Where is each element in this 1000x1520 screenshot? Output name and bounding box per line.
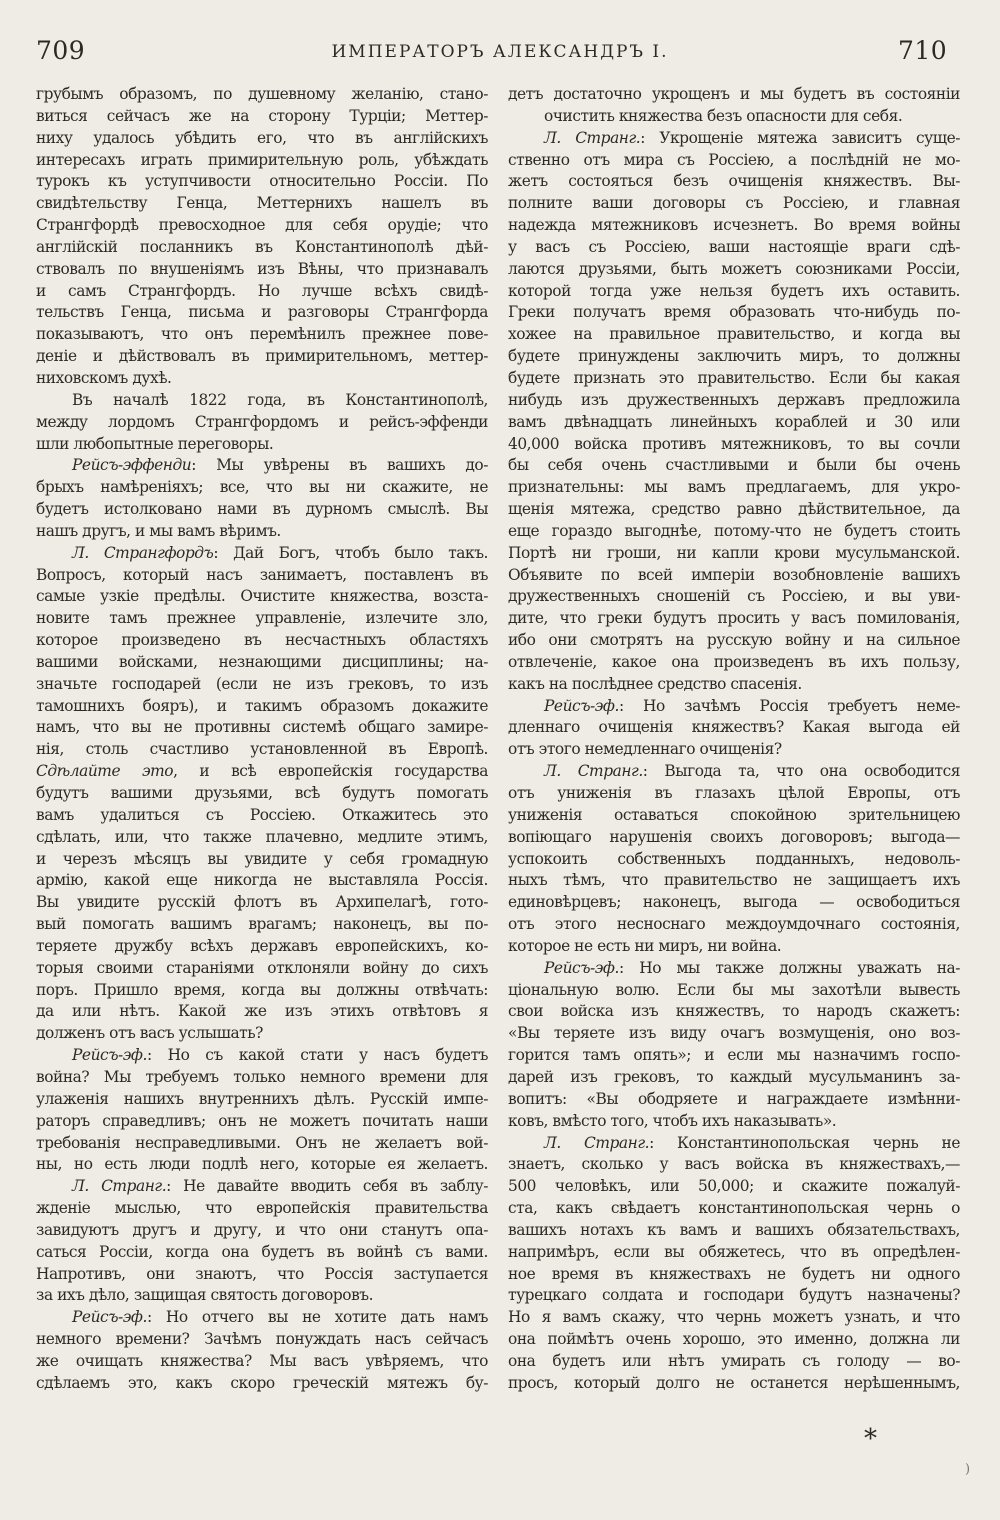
line-text: которое произведено въ несчастныхъ областяхъ [36, 631, 488, 650]
line-text: Вы увидите русскій флотъ въ Архипелагѣ, гото- [36, 893, 488, 912]
text-line [36, 1264, 488, 1286]
line-text: полните ваши договоры съ Россіею, и главная [508, 194, 960, 213]
text-line [508, 1001, 960, 1023]
text-line [508, 892, 960, 914]
line-text: турокъ къ уступчивости относительно Россіи. По [36, 172, 488, 191]
text-line [36, 805, 488, 827]
text-line [508, 980, 960, 1002]
text-line [508, 215, 960, 237]
text-line [36, 958, 488, 980]
speaker-name: Рейсъ-эф. [72, 1046, 147, 1065]
line-text: бы себя очень счастливыми и были бы очень [508, 456, 960, 475]
line-text: она будетъ или нѣтъ умирать съ голоду — во- [508, 1351, 960, 1370]
text-line [508, 259, 960, 281]
line-text: знаетъ, сколько у васъ войска въ княжествахъ,— [508, 1155, 960, 1174]
line-text: ственно отъ мира съ Россіею, а послѣдній не мо- [508, 150, 960, 169]
line-text: : Но мы также должны уважать на- [618, 958, 960, 977]
text-line [36, 368, 488, 390]
line-text: Въ началѣ 1822 года, въ Константинополѣ, [72, 390, 488, 409]
line-text: Напротивъ, они знаютъ, что Россія заступается [36, 1264, 488, 1283]
text-line [36, 150, 488, 172]
line-text: за ихъ дѣло, защищая святость договоровъ. [36, 1286, 374, 1305]
line-text: тельствъ Генца, письма и разговоры Странгфорда [36, 303, 488, 322]
line-text: шли любопытные переговоры. [36, 434, 274, 453]
text-line [36, 1111, 488, 1133]
line-text: саться Россіи, когда она будетъ въ войнѣ съ вами. [36, 1242, 488, 1261]
text-line [36, 674, 488, 696]
text-line [36, 565, 488, 587]
text-column-left [36, 84, 488, 1395]
line-text: Странгфордѣ превосходное для себя орудіе; что [36, 216, 488, 235]
text-line [36, 1154, 488, 1176]
text-line [508, 368, 960, 390]
text-line [508, 696, 960, 718]
text-line [508, 324, 960, 346]
text-line [508, 1220, 960, 1242]
line-text: напримѣръ, если вы обяжетесь, что въ опредѣлен- [508, 1242, 960, 1261]
text-line [36, 171, 488, 193]
text-line [508, 281, 960, 303]
text-line [36, 1373, 488, 1395]
line-text: завидуютъ другъ и другу, и что они станутъ опа- [36, 1220, 488, 1239]
text-line [36, 477, 488, 499]
line-text: улаженія нашихъ внутреннихъ дѣлъ. Русскій импе- [36, 1089, 488, 1108]
text-line [508, 1198, 960, 1220]
text-line [36, 84, 488, 106]
text-line [36, 1329, 488, 1351]
line-text: ковъ, вмѣсто того, чтобъ ихъ наказывать». [508, 1111, 837, 1130]
text-line [508, 1089, 960, 1111]
line-text: немного времени? Зачѣмъ понуждать насъ сейчасъ [36, 1330, 488, 1349]
text-line [508, 434, 960, 456]
text-line [36, 412, 488, 434]
line-text: поръ. Пришло время, когда вы должны отвѣчать: [36, 980, 488, 999]
text-line [508, 1307, 960, 1329]
line-text: свидѣтельству Генца, Меттернихъ нашелъ въ [36, 194, 488, 213]
speaker-name: Рейсъ-эф. [72, 1308, 147, 1327]
line-text: какъ на послѣднее средство спасенія. [508, 674, 802, 693]
line-text: тамошнихъ бояръ), и такимъ образомъ докажите [36, 696, 488, 715]
line-text: единовѣрцевъ; наконецъ, выгода — освободиться [508, 893, 960, 912]
line-text: Объявите по всей имперіи возобновленіе вашихъ [508, 565, 960, 584]
line-text: новите тамъ прежнее управленіе, излечите зло, [36, 609, 488, 628]
text-line [508, 346, 960, 368]
text-line [36, 717, 488, 739]
line-text: деніе и дѣйствовалъ въ примирительномъ, меттер- [36, 347, 488, 366]
line-text: брыхъ намѣреніяхъ; все, что вы ни скажите, не [36, 478, 488, 497]
text-line [508, 586, 960, 608]
line-text: значьте господарей (если не изъ грековъ, то изъ [36, 674, 488, 693]
line-text: вопіющаго нарушенія своихъ договоровъ; выгода— [508, 827, 960, 846]
text-line [36, 499, 488, 521]
line-text: жетъ состояться безъ очищенія княжествъ. Вы- [508, 172, 960, 191]
text-line [508, 1133, 960, 1155]
line-text: свои войска изъ княжествъ, то народъ скажетъ: [508, 1002, 960, 1021]
text-line [508, 499, 960, 521]
text-line [36, 761, 488, 783]
text-line [508, 674, 960, 696]
text-line [508, 608, 960, 630]
speaker-name: Рейсъ-эф. [544, 696, 619, 715]
text-line [36, 870, 488, 892]
text-line [36, 586, 488, 608]
line-text: еще гораздо выгоднѣе, потому-что не будетъ стоить [508, 521, 960, 540]
text-line [36, 128, 488, 150]
text-line [508, 455, 960, 477]
text-line [508, 1023, 960, 1045]
text-line [36, 1023, 488, 1045]
text-line [508, 1067, 960, 1089]
speaker-name: Л. Странг. [544, 128, 641, 147]
line-text: : Но отчего вы не хотите дать намъ [146, 1308, 488, 1327]
line-text: горится тамъ опять»; и если мы назначимъ госпо- [508, 1046, 960, 1065]
text-line [36, 1220, 488, 1242]
line-text: Но я вамъ скажу, что чернь можетъ узнать, и что [508, 1308, 960, 1327]
speaker-name: Рейсъ-эф. [544, 958, 619, 977]
text-line [508, 237, 960, 259]
line-text: показываютъ, что онъ перемѣнилъ прежнее пове- [36, 325, 488, 344]
line-text: дленнаго очищенія княжествъ? Какая выгода ей [508, 718, 960, 737]
text-line [508, 936, 960, 958]
line-text: вопитъ: «Вы ободряете и награждаете измѣнни- [508, 1089, 960, 1108]
line-text: отъ этого немедленнаго очищенія? [508, 740, 782, 759]
text-line [508, 739, 960, 761]
line-text: отъ униженія въ глазахъ цѣлой Европы, отъ [508, 784, 960, 802]
text-line [508, 477, 960, 499]
text-line [36, 1089, 488, 1111]
line-text: у васъ съ Россіею, ваши настоящіе враги сдѣ- [508, 237, 960, 256]
text-line [508, 805, 960, 827]
line-text: признательны: мы вамъ предлагаемъ, для укро- [508, 478, 960, 497]
line-text: нія, столь счастливо установленной въ Европѣ. [36, 740, 488, 759]
line-text: Вопросъ, который насъ занимаетъ, поставленъ въ [36, 565, 488, 584]
line-text: сдѣлать, или, что также плачевно, медлите этимъ, [36, 827, 488, 846]
text-line [36, 936, 488, 958]
line-text: успокоить собственныхъ подданныхъ, недоволь- [508, 849, 960, 868]
text-line [36, 1067, 488, 1089]
line-text: ное время въ княжествахъ не будетъ ни одного [508, 1264, 960, 1283]
line-text: 40,000 войска противъ мятежниковъ, то вы сочли [508, 434, 960, 453]
line-text: : Дай Богъ, чтобъ было такъ. [213, 543, 488, 562]
line-text: жденіе мыслью, что европейскія правительства [36, 1199, 488, 1218]
text-line [36, 696, 488, 718]
line-text: будете признать это правительство. Если бы какая [508, 368, 960, 387]
text-line [508, 870, 960, 892]
line-text: вый помогать вашимъ врагамъ; наконецъ, вы по- [36, 915, 488, 934]
line-text: ныхъ тѣмъ, что правительство не защищаетъ ихъ [508, 871, 960, 890]
footnote-asterisk: * [864, 1424, 877, 1454]
text-line [36, 1198, 488, 1220]
text-line [508, 1154, 960, 1176]
text-line [508, 827, 960, 849]
line-text: Портѣ ни гроши, ни капли крови мусульманской. [508, 543, 960, 562]
line-text: ствовалъ по внушеніямъ изъ Вѣны, что признавалъ [36, 259, 488, 278]
line-text: намъ, что вы не противны системѣ общаго замире- [36, 718, 488, 737]
line-text: сдѣлаемъ это, какъ скоро греческій мятежъ бу- [36, 1373, 488, 1392]
text-line [36, 914, 488, 936]
line-text: грубымъ образомъ, по душевному желанію, стано- [36, 85, 488, 103]
text-line [508, 914, 960, 936]
line-text: щенія мятежа, средство равно дѣйствительное, да [508, 500, 960, 519]
line-text: : Выгода та, что она освободится [642, 762, 960, 781]
text-line [508, 412, 960, 434]
speaker-name: Л. Странг. [544, 762, 643, 781]
line-text: лаются друзьями, быть можетъ союзниками Россіи, [508, 259, 960, 278]
line-text: хожее на правильное правительство, и когда вы [508, 325, 960, 344]
line-text: ціональную волю. Если бы мы захотѣли вывесть [508, 980, 960, 999]
text-line [508, 849, 960, 871]
line-text: просъ, который долго не останется нерѣшеннымъ, [508, 1373, 960, 1392]
text-line [36, 1285, 488, 1307]
text-line [36, 630, 488, 652]
text-line [36, 346, 488, 368]
line-text: детъ достаточно укрощенъ и мы будетъ въ состояніи [508, 85, 960, 103]
line-text: дите, что греки будутъ просить у васъ помилованія, [508, 609, 960, 628]
line-text: самые узкіе предѣлы. Очистите княжества, возста- [36, 587, 488, 606]
line-text: война? Мы требуемъ только немного времени для [36, 1067, 488, 1086]
text-line [508, 1111, 960, 1133]
line-text: долженъ отъ васъ услышать? [36, 1024, 263, 1043]
line-text: : Но зачѣмъ Россія требуетъ неме- [618, 696, 960, 715]
line-text: вамъ двѣнадцать линейныхъ кораблей и 30 или [508, 412, 960, 431]
text-line [36, 302, 488, 324]
line-text: и самъ Странгфордъ. Но лучше всѣхъ свидѣ- [36, 281, 488, 300]
text-line [508, 302, 960, 324]
line-text: которое не есть ни миръ, ни война. [508, 936, 782, 955]
line-text: отвлеченіе, какое она произведенъ въ ихъ пользу, [508, 652, 960, 671]
text-line [508, 1264, 960, 1286]
text-line [36, 608, 488, 630]
text-line [36, 1307, 488, 1329]
text-line [508, 150, 960, 172]
text-line [36, 827, 488, 849]
text-line [36, 1045, 488, 1067]
line-text: интересахъ играть примирительную роль, убѣждать [36, 150, 488, 169]
text-line [508, 1045, 960, 1067]
line-text: она поймѣтъ очень хорошо, это именно, должна ли [508, 1330, 960, 1349]
text-line [508, 1373, 960, 1395]
text-line [508, 761, 960, 783]
line-text: теряете дружбу всѣхъ державъ европейскихъ, ко- [36, 936, 488, 955]
text-line [508, 390, 960, 412]
line-text: , и всѣ европейскія государства [173, 762, 488, 781]
line-text: ниху удалось убѣдить его, что въ англійскихъ [36, 128, 488, 147]
text-line [508, 106, 960, 128]
text-line [508, 783, 960, 805]
line-text: нибудь изъ дружественныхъ державъ предложила [508, 390, 960, 409]
text-line [36, 106, 488, 128]
text-line [508, 565, 960, 587]
line-text: турецкаго солдата и господари будутъ назначены? [508, 1286, 960, 1305]
line-text: : Не давайте вводить себя въ заблу- [166, 1177, 488, 1196]
line-text: униженія оставаться спокойною зрительницею [508, 805, 960, 824]
text-line [36, 390, 488, 412]
line-text: нашъ другъ, и мы вамъ вѣримъ. [36, 521, 281, 540]
text-line [508, 543, 960, 565]
scan-edge-mark: ) [965, 1462, 971, 1477]
line-text: между лордомъ Странгфордомъ и рейсъ-эффенди [36, 412, 488, 431]
text-line [36, 1242, 488, 1264]
text-line [36, 281, 488, 303]
line-text: раторъ справедливъ; онъ не можетъ почитать наши [36, 1111, 488, 1130]
text-line [36, 455, 488, 477]
text-line [36, 739, 488, 761]
text-line [36, 1001, 488, 1023]
line-text: будете принуждены заключить миръ, то должны [508, 347, 960, 366]
text-line [508, 521, 960, 543]
line-text: вамъ удалиться съ Россіею. Откажитесь это [36, 805, 488, 824]
line-text: англійскій посланникъ въ Константинополѣ дѣй- [36, 237, 488, 256]
line-text: дружественныхъ сношеній съ Россіею, и вы уви- [508, 587, 960, 606]
line-text: : Но съ какой стати у насъ будетъ [146, 1046, 488, 1065]
text-line [36, 543, 488, 565]
line-text: 500 человѣкъ, или 50,000; и скажите пожалуй- [508, 1177, 960, 1196]
text-line [508, 1329, 960, 1351]
line-text: : Константинопольская чернь не [649, 1133, 960, 1152]
line-text: вашихъ нотахъ къ вамъ и вашихъ обязательствахъ, [508, 1220, 960, 1239]
line-text: будетъ истолковано нами въ дурномъ смыслѣ. Вы [36, 500, 488, 519]
line-text: : Укрощеніе мятежа зависитъ суще- [640, 128, 960, 147]
speaker-name: Сдѣлайте это [36, 762, 174, 781]
line-text: будутъ вашими друзьями, всѣ будутъ помогать [36, 784, 488, 802]
page-number-right: 710 [898, 36, 948, 65]
text-line [36, 237, 488, 259]
text-line [36, 324, 488, 346]
line-text: очистить княжества безъ опасности для себя. [544, 106, 903, 125]
text-line [36, 783, 488, 805]
line-text: надежда мятежниковъ исчезнетъ. Во время войны [508, 216, 960, 235]
text-column-right [508, 84, 960, 1395]
line-text: ста, какъ свѣдаетъ константинопольская чернь о [508, 1199, 960, 1218]
line-text: «Вы теряете изъ виду очагъ возмущенія, оно воз- [508, 1024, 960, 1043]
text-line [36, 521, 488, 543]
speaker-name: Л. Странг. [72, 1177, 167, 1196]
line-text: Греки получатъ время образовать что-нибудь по- [508, 303, 960, 322]
speaker-name: Рейсъ-эффенди [72, 456, 192, 475]
text-line [508, 958, 960, 980]
line-text: ны, но есть люди подлѣ него, которые ея желаетъ. [36, 1155, 488, 1174]
page-number-left: 709 [36, 36, 86, 65]
text-line [36, 1351, 488, 1373]
text-line [36, 193, 488, 215]
line-text: которой тогда уже нельзя будетъ ихъ оставить. [508, 281, 960, 300]
line-text: нихoвскомъ духѣ. [36, 368, 172, 387]
line-text: и черезъ мѣсяцъ вы увидите у себя громадную [36, 849, 488, 868]
line-text: виться сейчасъ же на сторону Турціи; Меттер- [36, 106, 488, 125]
text-line [508, 128, 960, 150]
text-line [36, 652, 488, 674]
text-line [36, 434, 488, 456]
text-line [36, 892, 488, 914]
line-text: ибо они смотрятъ на русскую войну и на сильное [508, 631, 960, 650]
text-line [508, 1176, 960, 1198]
text-line [508, 171, 960, 193]
line-text: требованія несправедливыми. Онъ не желаетъ вой- [36, 1133, 488, 1152]
line-text: дарей изъ грековъ, то каждый мусульманинъ за- [508, 1067, 960, 1086]
line-text: торыя своими стараніями отклоняли войну до сихъ [36, 958, 488, 977]
text-line [508, 652, 960, 674]
running-title: ИМПЕРАТОРЪ АЛЕКСАНДРЪ I. [331, 42, 669, 62]
text-line [508, 1242, 960, 1264]
line-text: же очищать княжества? Мы васъ увѣряемъ, что [36, 1351, 488, 1370]
text-line [508, 84, 960, 106]
speaker-name: Л. Странгфордъ [72, 543, 214, 562]
text-line [508, 630, 960, 652]
line-text: вашими войсками, незнающими дисциплины; на- [36, 652, 488, 671]
line-text: : Мы увѣрены въ вашихъ до- [191, 456, 488, 475]
line-text: армію, какой еще никогда не выставляла Россія. [36, 871, 488, 890]
line-text: отъ этого несноснаго междоумдочнаго состоянія, [508, 915, 960, 934]
text-line [508, 717, 960, 739]
text-line [36, 1133, 488, 1155]
text-line [36, 259, 488, 281]
text-line [508, 193, 960, 215]
text-line [36, 849, 488, 871]
text-line [36, 215, 488, 237]
text-line [508, 1285, 960, 1307]
speaker-name: Л. Странг. [544, 1133, 650, 1152]
text-line [508, 1351, 960, 1373]
text-line [36, 980, 488, 1002]
text-line [36, 1176, 488, 1198]
line-text: да или нѣтъ. Какой же изъ этихъ отвѣтовъ я [36, 1002, 488, 1021]
